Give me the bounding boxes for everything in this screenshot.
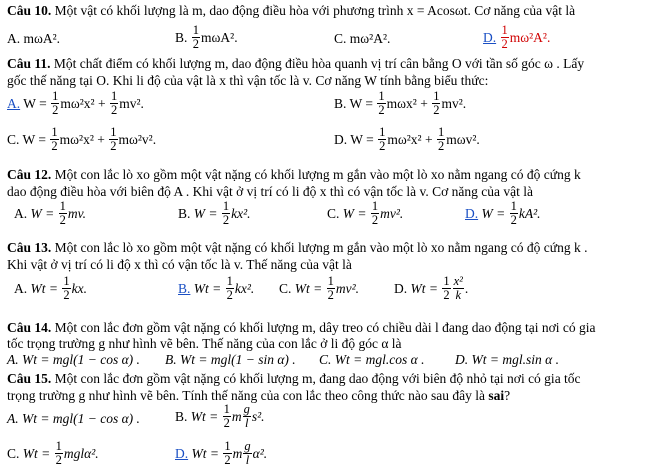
q12-stem-line1: Câu 12. Một con lắc lò xo gồm một vật nặng có khối lượng m gắn vào một lò xo nằm ngang có độ cứng k [7, 167, 581, 182]
q10-options [7, 24, 645, 54]
q11-options-row1 [7, 90, 645, 120]
q12-label: Câu 12. [7, 167, 52, 182]
fraction: $\frac{1}{2}$ [55, 439, 62, 468]
fraction: $\frac{1}{2}$ [226, 274, 233, 303]
fraction: $\frac{1}{2}$ [501, 23, 508, 52]
fraction: $\frac{1}{2}$ [63, 274, 70, 303]
fraction: $\frac{1}{2}$ [433, 89, 440, 118]
q10-option-d-letter: D. [483, 29, 497, 45]
fraction: $\frac{g}{l}$ [244, 439, 251, 468]
q15-label: Câu 15. [7, 371, 52, 386]
q15-option-d[interactable]: D. Wt = $\frac{1}{2}$ m $\frac{g}{l}$ α². [175, 439, 268, 468]
q10-label: Câu 10. [7, 3, 52, 18]
q10-option-d[interactable]: D. $\frac{1}{2}$ mω²A². [483, 23, 551, 52]
q11-label: Câu 11. [7, 56, 51, 71]
q14-option-d[interactable]: D. Wt = mgl.sin α . [455, 352, 559, 367]
q11-option-d[interactable]: D. W = $\frac{1}{2}$ mω²x² + $\frac{1}{2}$ mωv². [334, 125, 480, 154]
q13-option-c[interactable]: C. Wt = $\frac{1}{2}$ mv². [279, 274, 360, 303]
q13-option-b[interactable]: B. Wt = $\frac{1}{2}$ kx². [178, 274, 255, 303]
fraction: $\frac{1}{2}$ [110, 89, 118, 118]
q10-option-b[interactable]: B. $\frac{1}{2}$ mωA². [175, 23, 238, 52]
q13-option-d[interactable]: D. Wt = $\frac{1}{2}$ $\frac{\text{x²}}{k}$ . [394, 274, 469, 303]
q12-option-a[interactable]: A. W = $\frac{1}{2}$ mv. [14, 199, 86, 228]
q13-options [14, 275, 644, 309]
q13-stem-line2: Khi vật ở vị trí có li độ x thì có vận tốc là v. Thế năng của vật là [7, 257, 352, 272]
fraction: $\frac{1}{2}$ [110, 125, 117, 154]
q11-stem-line1: Câu 11. Một chất điểm có khối lượng m, dao động điều hòa quanh vị trí cân bằng O với tần số góc ω . Lấy [7, 56, 585, 71]
fraction: $\frac{1}{2}$ [371, 199, 379, 228]
q14-options [7, 353, 645, 369]
fraction: $\frac{1}{2}$ [327, 274, 334, 303]
q11-options-row2 [7, 126, 645, 156]
fraction: $\frac{1}{2}$ [59, 199, 66, 228]
fraction: $\frac{1}{2}$ [223, 402, 230, 431]
q15-option-b[interactable]: B. Wt = $\frac{1}{2}$ m $\frac{g}{l}$ s². [175, 402, 265, 431]
q13-option-a[interactable]: A. Wt = $\frac{1}{2}$ kx. [14, 274, 87, 303]
q10-text: Một vật có khối lượng là m, dao động điều hòa với phương trình x = Acosωt. Cơ năng của vật là [51, 3, 576, 18]
q10-option-c[interactable]: C. mω²A². [334, 31, 391, 46]
q15-options-row2 [7, 440, 645, 472]
q11-stem-line2: gốc thế năng tại O. Khi li độ của vật là x thì vận tốc là v. Cơ năng W tính bằng biểu thức: [7, 73, 489, 88]
q12-stem-line2: dao động điều hòa với biên độ A . Khi vật ở vị trí có li độ x thì có vận tốc là v. Cơ năng của vật là [7, 184, 533, 199]
q15-option-c[interactable]: C. Wt = $\frac{1}{2}$ mglα². [7, 439, 99, 468]
q15-options-row1 [7, 403, 645, 435]
fraction: $\frac{1}{2}$ [222, 199, 230, 228]
fraction: $\frac{1}{2}$ [443, 274, 450, 303]
fraction: $\frac{1}{2}$ [437, 125, 445, 154]
fraction: $\frac{1}{2}$ [192, 23, 200, 52]
q15-option-a[interactable]: A. Wt = mgl(1 − cos α) . [7, 411, 140, 426]
q14-label: Câu 14. [7, 320, 52, 335]
fraction: $\frac{\text{x²}}{k}$ [453, 274, 463, 303]
q14-stem-line2: tốc trọng trường g như hình vẽ bên. Thế năng của con lắc ở li độ góc α là [7, 336, 402, 351]
fraction: $\frac{1}{2}$ [224, 439, 231, 468]
q14-option-c[interactable]: C. Wt = mgl.cos α . [319, 352, 425, 367]
q15-stem-line1: Câu 15. Một con lắc đơn gồm vật nặng có khối lượng m, đang dao động với biên độ nhỏ tại nơi có gia tốc [7, 371, 581, 386]
q11-option-c[interactable]: C. W = $\frac{1}{2}$ mω²x² + $\frac{1}{2}$ mω²v². [7, 125, 157, 154]
q10-option-a[interactable]: A. mωA². [7, 31, 61, 46]
q12-option-d[interactable]: D. W = $\frac{1}{2}$ kA². [465, 199, 541, 228]
q14-option-b[interactable]: B. Wt = mgl(1 − sin α) . [165, 352, 296, 367]
q10-option-b-letter: B. [175, 29, 188, 45]
q10-stem [7, 4, 575, 18]
fraction: $\frac{1}{2}$ [378, 89, 385, 118]
q15-keyword-sai: sai [488, 388, 505, 403]
q11-option-a[interactable]: A. W = $\frac{1}{2}$ mω²x² + $\frac{1}{2}$ mv². [7, 89, 144, 118]
fraction: $\frac{1}{2}$ [52, 89, 59, 118]
fraction: $\frac{1}{2}$ [379, 125, 386, 154]
q13-label: Câu 13. [7, 240, 52, 255]
fraction: $\frac{g}{l}$ [243, 402, 250, 431]
q13-stem-line1: Câu 13. Một con lắc lò xo gồm một vật nặng có khối lượng m gắn vào một lò xo nằm ngang có độ cứng k . [7, 240, 588, 255]
q14-stem-line1: Câu 14. Một con lắc đơn gồm vật nặng có khối lượng m, dây treo có chiều dài l đang dao động tại nơi có gia [7, 320, 596, 335]
fraction: $\frac{1}{2}$ [51, 125, 58, 154]
q12-option-c[interactable]: C. W = $\frac{1}{2}$ mv². [327, 199, 404, 228]
q11-option-b[interactable]: B. W = $\frac{1}{2}$ mωx² + $\frac{1}{2}$ mv². [334, 89, 467, 118]
q12-option-b[interactable]: B. W = $\frac{1}{2}$ kx². [178, 199, 251, 228]
fraction: $\frac{1}{2}$ [510, 199, 517, 228]
q12-options [14, 200, 644, 232]
q15-stem-line2: trọng trường g như hình vẽ bên. Tính thế năng của con lắc theo công thức nào sau đây là sai? [7, 388, 511, 403]
q14-option-a[interactable]: A. Wt = mgl(1 − cos α) . [7, 352, 140, 367]
